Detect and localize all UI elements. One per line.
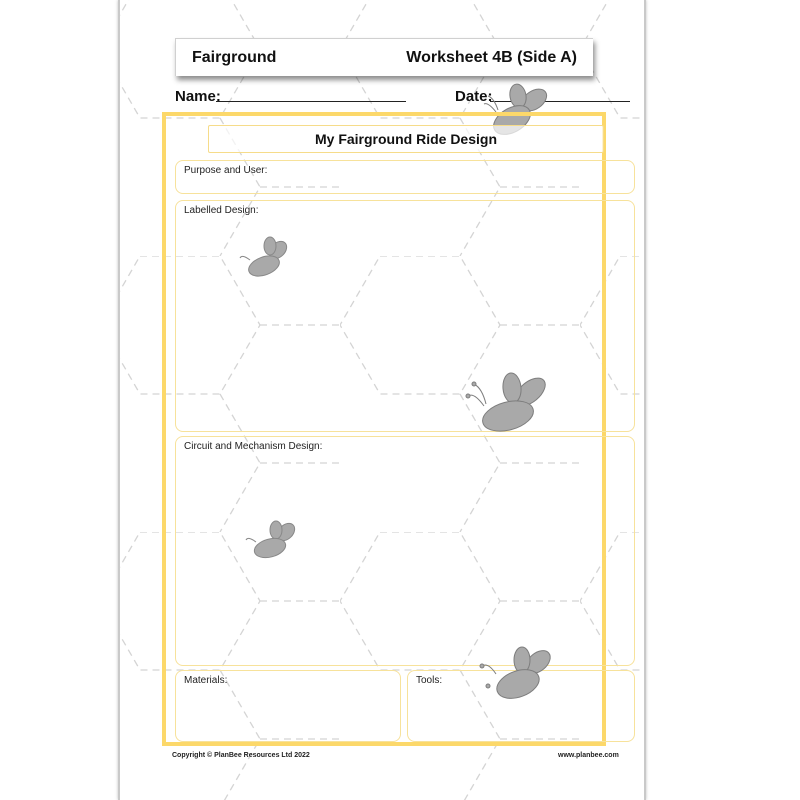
circuit-label: Circuit and Mechanism Design: <box>184 441 323 452</box>
bee-watermark-icon <box>244 520 304 564</box>
header-banner <box>175 38 593 76</box>
purpose-panel[interactable] <box>175 160 635 194</box>
bee-watermark-icon <box>476 644 558 706</box>
bee-watermark-icon <box>460 370 556 436</box>
topic-title: Fairground <box>192 48 277 66</box>
bee-watermark-icon <box>238 236 298 282</box>
name-label: Name: <box>175 88 221 105</box>
copyright-text: Copyright © PlanBee Resources Ltd 2022 <box>172 752 310 759</box>
name-field[interactable] <box>216 101 406 102</box>
worksheet-title: My Fairground Ride Design <box>314 131 497 147</box>
materials-panel[interactable] <box>175 670 401 742</box>
labelled-design-label: Labelled Design: <box>184 205 259 216</box>
materials-label: Materials: <box>184 675 228 686</box>
worksheet-number: Worksheet 4B (Side A) <box>406 48 577 66</box>
website-text: www.planbee.com <box>558 752 619 759</box>
date-label: Date: <box>455 88 493 105</box>
labelled-design-panel[interactable] <box>175 200 635 432</box>
worksheet-title-box <box>208 125 604 153</box>
tools-label: Tools: <box>416 675 443 686</box>
worksheet-page <box>118 0 646 800</box>
purpose-label: Purpose and User: <box>184 165 268 176</box>
